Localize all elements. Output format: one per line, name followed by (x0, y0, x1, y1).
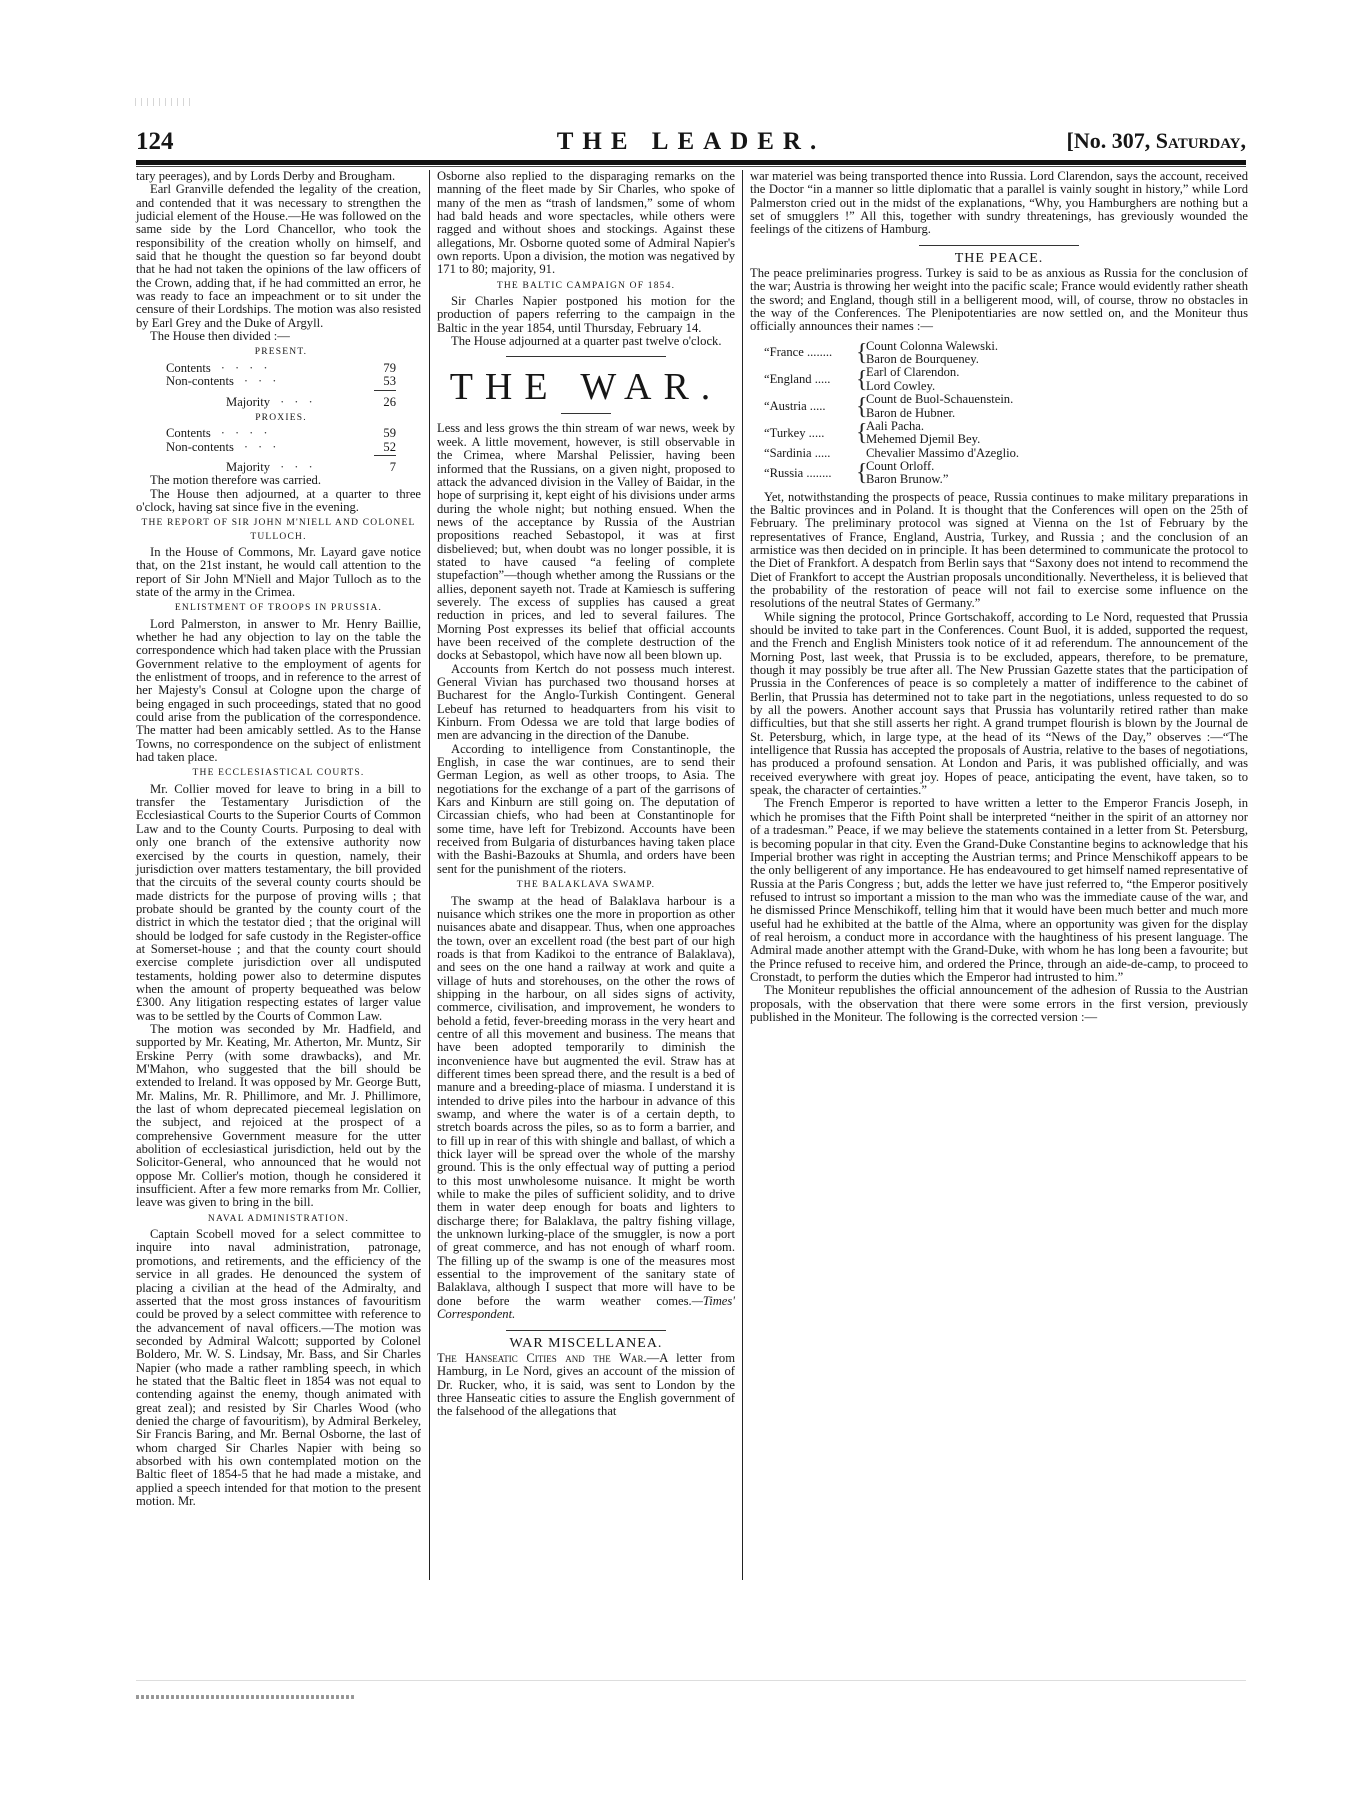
paragraph: The motion was seconded by Mr. Hadfield, and supported by Mr. Keating, Mr. Atherton, Mr. Muntz, Sir Erskine Perry (with some drawbacks), and Mr. M'Mahon, who suggested that the bill should be extended to Ireland. It was opposed by Mr. George Butt, Mr. Malins, Mr. R. Phillimore, and Mr. J. Phillimore, the last of whom deprecated piecemeal legislation on the subject, and rejoiced at the prospect of a comprehensive Government measure for the utter abolition of ecclesiastical jurisdiction, held out by the Solicitor-General, who announced that he would not oppose Mr. Collier's motion, though he considered it insufficient. After a few more remarks from Mr. Collier, leave was given to bring in the bill. (136, 1021, 421, 1210)
vote-subhead: PROXIES. (255, 412, 307, 423)
paragraph: The swamp at the head of Balaklava harbour is a nuisance which strikes one the more in proportion as other nuisances abate and disappear. Thus, when one approaches the town, over an excellent road (the best part of our high roads is that from Kadikoi to the entrance of Balaklava), and sees on the one hand a railway at work and quite a village of huts and storehouses, on the other the rows of shipping in the harbour, on all sides signs of activity, commerce, civilisation, and improvement, he wonders to behold a fetid, fever-breeding morass in the very heart and centre of all this movement and business. The means that have been adopted temporarily to diminish the inconvenience have but augmented the evil. Straw has at different times been spread there, and the result is a bed of manure and a breeding-place of miasma. I understand it is intended to drive piles into the harbour in advance of this swamp, and where the water is of a certain depth, to stretch boards across the piles, so as to form a barrier, and to fill up in rear of this with shingle and ballast, of which a thick layer will be spread over the whole of the marshy ground. This is the only effectual way of putting a period to this most unwholesome nuisance. It might be worth while to make the piles of sufficient solidity, and to drive them in water deep enough for boats and lighters to discharge there; for Balaklava, the paltry fishing village, the unknown lurking-place of the smuggler, is now a port of great commerce, and has not enough of wharf room. The filling up of the swamp is one of the measures most essential to the improvement of the sanitary state of Balaklava, although I suspect that more will have to be done before the warm weather comes.—Times' Correspondent. (437, 893, 735, 1322)
paragraph: According to intelligence from Constantinople, the English, in case the war continues, are to send their German Legion, as well as other troops, to Asia. The negotiations for the exchange of a part of the garrisons of Kars and Kinburn are still going on. The deputation of Circassian chiefs, who had been at Constantinople for some time, have left for Trebizond. Accounts have been received from Bulgaria of disturbances having taken place with the Bashi-Bazouks at Shumla, and orders have been sent for the punishment of the rioters. (437, 741, 735, 876)
brace-icon: { (856, 420, 868, 447)
brace-icon: { (856, 340, 868, 367)
paragraph: The French Emperor is reported to have written a letter to the Emperor Francis Joseph, in which he promises that the Fifth Point shall be interpreted “neither in the spirit of an attorney nor of a tradesman.” Peace, if we may believe the statements contained in a letter from St. Petersburg, is becoming popular in that city. Even the Grand-Duke Constantine begins to acknowledge that his Imperial brother was right in accepting the Austrian terms; and Prince Menschikoff appears to be the only belligerent of any importance. He has endeavoured to get himself named representative of Russia at the Paris Congress ; but, adds the letter we have just referred to, “the Emperor positively refused to intrust so important a mission to the man who was the immediate cause of the war, and he dismissed Prince Menschikoff, telling him that it would have been much better and much more useful had he exhibited at the battle of the Alma, where an opportunity was given for the display of real heroism, a conduct more in accordance with the haughtiness of his present language. The Admiral made another attempt with the Grand-Duke, with whom he has long been a favourite; but the Prince refused to receive him, and ordered the Prince, through an aide-de-camp, to proceed to Cronstadt, to perform the duties which the Emperor had intrusted to him.” (750, 796, 1248, 984)
section-subhead: THE BALTIC CAMPAIGN OF 1854. (496, 280, 676, 291)
list-item: “England ..... { Earl of Clarendon. Lord Cowley. (764, 365, 960, 393)
paragraph: The motion therefore was carried. (150, 473, 321, 488)
paragraph: Lord Palmerston, in answer to Mr. Henry Baillie, whether he had any objection to lay on the table the correspondence which had taken place with the Prussian Government relative to the employment of agents for the enlistment of troops, and in reference to the arrest of her Majesty's Consul at Cologne upon the charge of being engaged in such proceedings, stated that no good could arise from the publication of the correspondence. The matter had been amicably settled. As to the Hanse Towns, no correspondence on the subject of enlistment had taken place. (136, 616, 421, 765)
column-divider (429, 170, 430, 1580)
paragraph: war materiel was being transported thence into Russia. Lord Clarendon, says the account, received the Doctor “in a manner so little diplomatic that a parallel is vainly sought in history,” while Lord Palmerston cried out in the midst of the explanations, “Why, you Hamburghers are nothing but a set of smugglers !” All this, together with sundry threatenings, has greviously wounded the feelings of the citizens of Hamburg. (750, 169, 1248, 237)
vote-majority: Majority ··· 26 (226, 394, 396, 409)
vote-row: Contents ···· 59 (166, 426, 396, 441)
issue-number: [No. 307, (1066, 128, 1156, 153)
paragraph: The Moniteur republishes the official announcement of the adhesion of Russia to the Austrian proposals, with the observation that there were some errors in the first version, previously published in the Moniteur. The following is the corrected version :— (750, 983, 1248, 1024)
column-3 (750, 170, 1248, 1024)
list-item: “Austria ..... { Count de Buol-Schauenstein. Baron de Hubner. (764, 392, 1014, 420)
paragraph: Mr. Collier moved for leave to bring in a bill to transfer the Testamentary Jurisdiction of the Ecclesiastical Courts to the Superior Courts of Common Law and to the County Courts. Purposing to deal with only one branch of the extensive authority now exercised by the courts in question, namely, their jurisdiction over matters testamentary, the bill provided that the circuits of the several county courts should be made districts for the purpose of proving wills ; that probate should be granted by the county court of the district in which the testator died ; that the original will should be lodged for safe custody in the Register-office at Somerset-house ; and that the county court should exercise complete jurisdiction over all undisputed testaments, holding power also to determine disputes when the amount of property bequeathed was below £300. Any litigation respecting estates of larger value was to be settled by the Courts of Common Law. (136, 781, 421, 1023)
plenipotentiaries-list (764, 340, 1248, 487)
masthead (136, 128, 1246, 160)
headline-rule (561, 413, 611, 414)
paragraph: The House then divided :— (150, 329, 290, 344)
vote-row: Contents ···· 79 (166, 360, 396, 375)
paragraph: Osborne also replied to the disparaging remarks on the manning of the fleet made by Sir Charles, who spoke of many of the men as “trash of landsmen,” some of whom had bald heads and wore spectacles, while others were ragged and without shoes and stockings. Against these allegations, Mr. Osborne quoted some of Admiral Napier's own reports. Upon a division, the motion was negatived by 171 to 80; majority, 91. (437, 169, 735, 277)
vote-row: Non-contents ··· 52 (166, 439, 396, 454)
brace-icon: { (856, 366, 868, 393)
paragraph: The peace preliminaries progress. Turkey is said to be as anxious as Russia for the conclusion of the war; Austria is throwing her weight into the pacific scale; France would evidently rather sheath the sword; and England, though still in a belligerent mood, will, of course, throw no obstacles in the way of the Conferences. The Plenipotentiaries are now settled on, and the Moniteur thus officially announces their names :— (750, 266, 1248, 334)
newspaper-title: THE LEADER. (556, 128, 826, 155)
paragraph: Less and less grows the thin stream of war news, week by week. A little movement, however, is still observable in the Crimea, where Marshal Pelissier, having been informed that the Russians, on a given night, proposed to attack the advanced division in the Valley of Baidar, in the hope of surprising it, kept eight of his divisions under arms during the whole night; but nothing ensued. When the news of the acceptance by Russia of the Austrian propositions reached Sebastopol, it was at first disbelieved; but, when doubt was no longer possible, it is stated to have caused “a feeling of complete stupefaction”—though whether among the Russians or the allies, deponent sayeth not. Trade at Kamiesch is suffering severely. The excess of supplies has caused a great reduction in prices, and led to several failures. The Morning Post expresses its belief that official accounts have been received of the complete destruction of the docks at Sebastopol, which have now all been blown up. (437, 421, 735, 663)
scan-smudge (136, 1695, 356, 1699)
column-divider (742, 170, 743, 1580)
paragraph: The Hanseatic Cities and the War.—A letter from Hamburg, in Le Nord, gives an account of the mission of Dr. Rucker, who, it is said, was sent to London by the three Hanseatic cities to assure the English government of the falsehood of the allegations that (437, 1350, 735, 1419)
section-subhead: ENLISTMENT OF TROOPS IN PRUSSIA. (174, 603, 383, 614)
paragraph: The House adjourned at a quarter past twelve o'clock. (451, 334, 722, 349)
paragraph: tary peerages), and by Lords Derby and Brougham. (136, 169, 396, 183)
column-2 (437, 170, 735, 1419)
section-rule (919, 245, 1079, 246)
section-subhead: THE ECCLESIASTICAL COURTS. (192, 768, 365, 779)
brace-icon: { (856, 460, 868, 487)
page-number: 124 (136, 128, 174, 155)
column-1 (136, 170, 421, 1508)
paragraph: The House then adjourned, at a quarter to three o'clock, having sat since five in the evening. (136, 486, 421, 514)
masthead-rule (136, 160, 1246, 165)
section-subhead: THE REPORT OF SIR JOHN M'NIELL AND COLONEL TULLOCH. (141, 518, 416, 542)
headline-the-peace: THE PEACE. (954, 250, 1044, 266)
list-item: “Sardinia ..... Chevalier Massimo d'Azeglio. (764, 445, 1020, 460)
section-rule (506, 356, 666, 357)
headline-the-war: THE WAR. (449, 366, 723, 409)
scan-smudge (135, 98, 195, 106)
scan-edge (136, 1680, 1246, 1681)
paragraph: While signing the protocol, Prince Gortschakoff, according to Le Nord, requested that Prussia should be invited to take part in the Conferences. Count Buol, it is added, supported the request, and the French and English Ministers took notice of it ad referendum. The announcement of the Morning Post, last week, that Prussia is to be excluded, appears, therefore, to be premature, though it may possibly be true after all. The New Prussian Gazette states that the participation of Prussia in the Conferences of peace is so completely a matter of indifference to the cabinet of Berlin, that Prussia has determined not to take part in the negotiations, unless requested to do so by all the powers. Another account says that Prussia has voluntarily retired rather than make difficulties, but that she still asserts her right. A grand trumpet flourish is blown by the Journal de St. Petersburg, which, in large type, at the head of its “News of the Day,” observes :—“The intelligence that Russia has accepted the proposals of Austria, relative to the bases of negotiations, has produced a profound sensation. At London and Paris, it was published officially, and was received everywhere with great joy. Hopes of peace, anticipating the event, have taken, so to speak, the character of certainties.” (750, 609, 1248, 798)
brace-icon: { (856, 393, 868, 420)
paragraph: Accounts from Kertch do not possess much interest. General Vivian has purchased two thousand horses at Bucharest for the Anglo-Turkish Contingent. General Lebeuf has returned to headquarters from his visit to Kinburn. From Odessa we are told that large bodies of men are advancing in the direction of the Danube. (437, 661, 735, 743)
section-subhead: THE BALAKLAVA SWAMP. (516, 880, 656, 891)
paragraph: Yet, notwithstanding the prospects of peace, Russia continues to make military preparations in the Baltic provinces and in Poland. It is thought that the Conferences will open on the 25th of February. The preliminary protocol was signed at Vienna on the 1st of February by the representatives of France, England, Austria, Turkey, and Russia ; and the conclusion of an armistice was then decided on in principle. It has been determined to communicate the protocol to the Diet of Frankfort. A despatch from Berlin says that “Saxony does not intend to recommend the Diet of Frankfort to accept the Austrian proposals unconditionally. Nevertheless, it is believed that the probability of the restoration of peace will not fail to exercise some influence on the resolutions of the neutral States of Germany.” (750, 489, 1248, 611)
masthead-rule-thin (136, 166, 1246, 167)
paragraph: Earl Granville defended the legality of the creation, and contended that it was necessary to strengthen the judicial element of the House.—He was followed on the same side by the Lord Chancellor, who took the responsibility of the creation wholly on himself, and said that he thought the question so far beyond doubt that he had not taken the opinions of the law officers of the Crown, adding that, if he had committed an error, he was ready to face an impeachment or to sit under the censure of their Lordships. The motion was also resisted by Earl Grey and the Duke of Argyll. (136, 182, 421, 330)
division-table (166, 346, 396, 474)
issue-day: Saturday, (1155, 128, 1246, 153)
vote-row: Non-contents ··· 53 (166, 374, 396, 389)
paragraph-lead: The Hanseatic Cities and the War. (437, 1350, 647, 1365)
section-rule (506, 1330, 666, 1331)
vote-subhead: PRESENT. (254, 347, 308, 358)
paragraph: In the House of Commons, Mr. Layard gave notice that, on the 21st instant, he would call attention to the report of Sir John M'Niell and Major Tulloch as to the state of the army in the Crimea. (136, 544, 421, 599)
section-subhead: NAVAL ADMINISTRATION. (207, 1213, 350, 1224)
vote-majority: Majority ··· 7 (226, 459, 396, 474)
list-item: “Russia ........ { Count Orloff. Baron Brunow.” (764, 458, 949, 487)
headline-war-miscellanea: WAR MISCELLANEA. (509, 1335, 663, 1351)
source-attribution: —Times' Correspondent. (437, 1293, 735, 1322)
issue-info (1067, 128, 1246, 154)
list-item: “France ........ { Count Colonna Walewski. Baron de Bourqueney. (764, 338, 999, 367)
list-item: “Turkey ..... { Aali Pacha. Mehemed Djemil Bey. (764, 418, 981, 447)
paragraph: Captain Scobell moved for a select committee to inquire into naval administration, patronage, promotions, and retirements, and the efficiency of the service in all grades. He denounced the system of placing a civilian at the head of the Admiralty, and asserted that the most gross instances of favouritism could be proved by a select committee with reference to the advancement of naval officers.—The motion was seconded by Admiral Walcott; supported by Colonel Boldero, Mr. W. S. Lindsay, Mr. Bass, and Sir Charles Napier (who made a rather rambling speech, in which he stated that the Baltic fleet in 1854 was not equal to contending against the enemy, though animated with great zeal); and resisted by Sir Charles Wood (who denied the charge of favouritism), by Admiral Berkeley, Sir Francis Baring, and Mr. Bernal Osborne, the last of whom charged Sir Charles Napier with being so absorbed with his own contemplated motion on the Baltic fleet of 1854-5 that he had made a mistake, and applied a speech intended for that motion to the present motion. Mr. (136, 1227, 421, 1508)
paragraph: Sir Charles Napier postponed his motion for the production of papers referring to the campaign in the Baltic in the year 1854, until Thursday, February 14. (437, 294, 735, 335)
